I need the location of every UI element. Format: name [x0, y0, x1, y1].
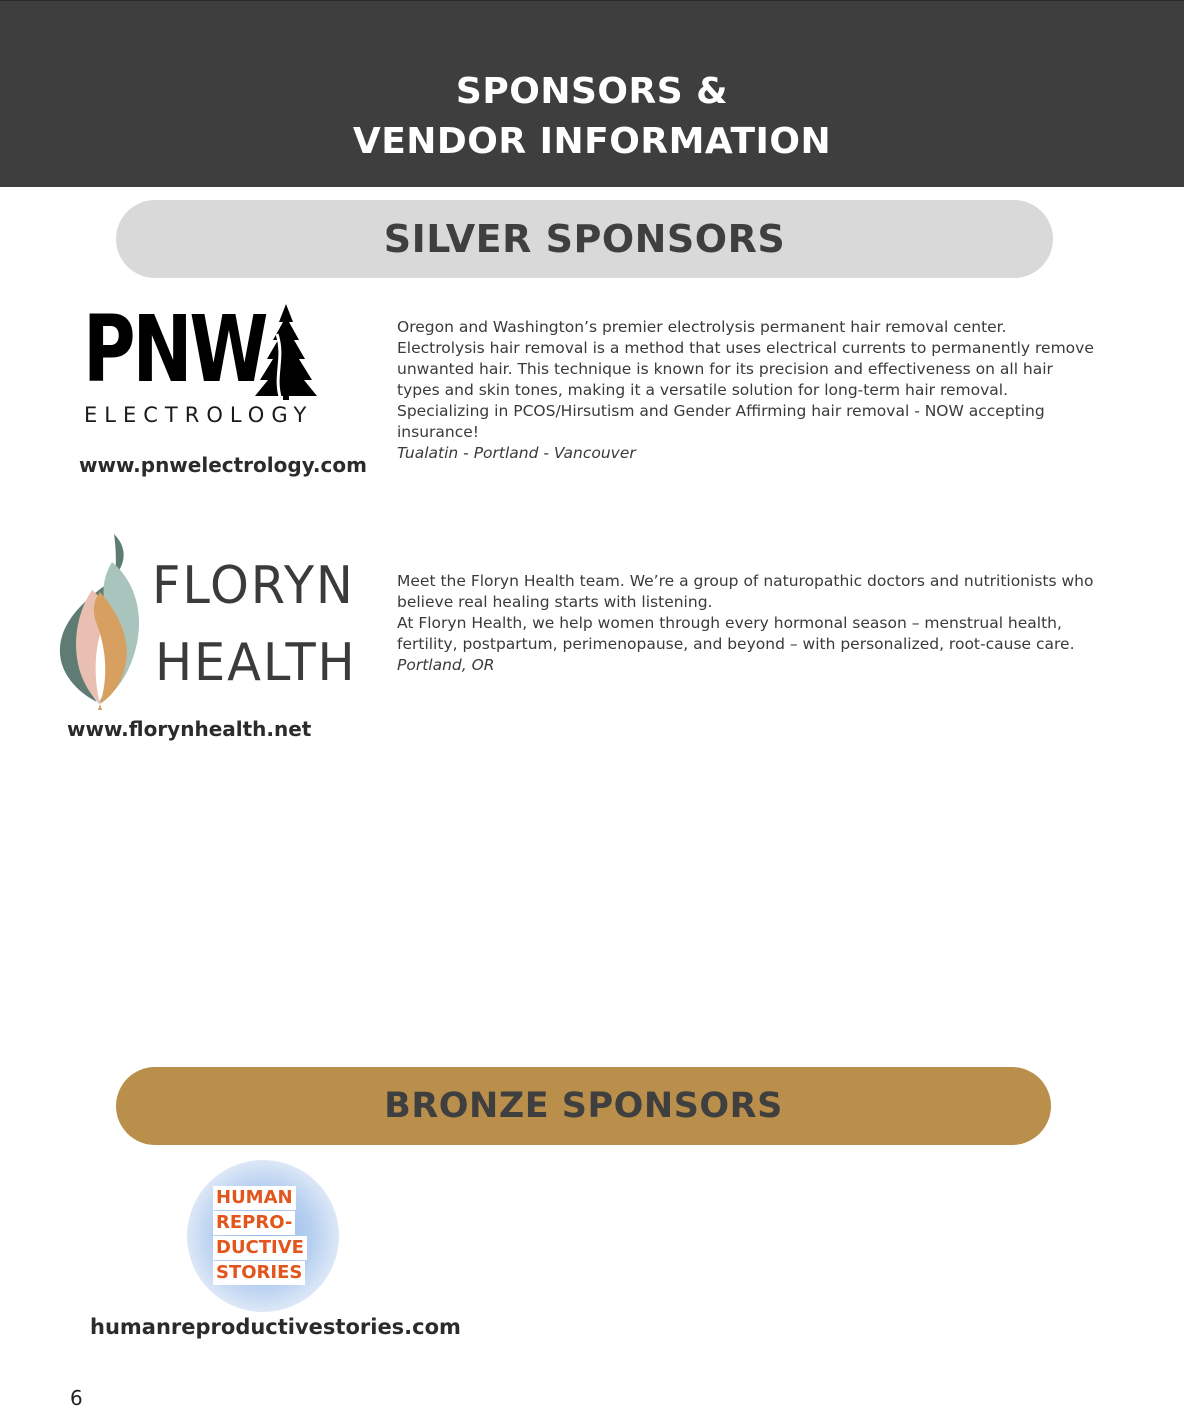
floryn-description-p2: At Floryn Health, we help women through every hormonal season – menstrual health, fertility, postpartum, perimenopause, and beyond – with personalized, root-cause care.: [397, 614, 1075, 653]
floryn-logo-word1: FLORYN: [152, 556, 355, 616]
floryn-logo-word2: HEALTH: [155, 633, 357, 693]
header-title-line2: VENDOR INFORMATION: [352, 121, 832, 162]
hrs-logo-line: STORIES: [213, 1261, 305, 1285]
page-number: 6: [70, 1386, 83, 1410]
floryn-description: [397, 571, 1097, 676]
hrs-logo-line: HUMAN: [213, 1186, 296, 1210]
header-title-line1: SPONSORS &: [455, 71, 729, 112]
pnw-logo-subtitle: ELECTROLOGY: [84, 403, 314, 427]
hrs-logo-line: DUCTIVE: [213, 1236, 307, 1260]
floryn-location: Portland, OR: [397, 656, 495, 674]
pnw-description: [397, 317, 1097, 464]
pine-tree-icon: [255, 304, 317, 400]
hrs-url-link[interactable]: humanreproductivestories.com: [90, 1315, 461, 1339]
hrs-logo-line: REPRO-: [213, 1211, 295, 1235]
bronze-sponsors-heading: BRONZE SPONSORS: [116, 1067, 1051, 1145]
hrs-logo: [213, 1186, 311, 1286]
silver-sponsors-heading: SILVER SPONSORS: [116, 200, 1053, 278]
floryn-description-p1: Meet the Floryn Health team. We’re a group of naturopathic doctors and nutritionists who believe real healing starts with listening.: [397, 572, 1094, 611]
pnw-description-text: Oregon and Washington’s premier electrolysis permanent hair removal center. Electrolysis hair removal is a method that uses electrical currents to permanently remove unwanted hair. This technique is known for its precision and effectiveness on all hair types and skin tones, making it a versatile solution for long-term hair removal. Specializing in PCOS/Hirsutism and Gender Affirming hair removal - NOW accepting insurance!: [397, 318, 1094, 441]
pnw-url-link[interactable]: www.pnwelectrology.com: [79, 453, 367, 477]
floryn-url-link[interactable]: www.florynhealth.net: [67, 717, 312, 741]
pnw-location: Tualatin - Portland - Vancouver: [397, 444, 636, 462]
page-header: [0, 0, 1184, 187]
pnw-logo-word: PNW: [83, 296, 266, 403]
floryn-flame-icon: [52, 532, 142, 710]
